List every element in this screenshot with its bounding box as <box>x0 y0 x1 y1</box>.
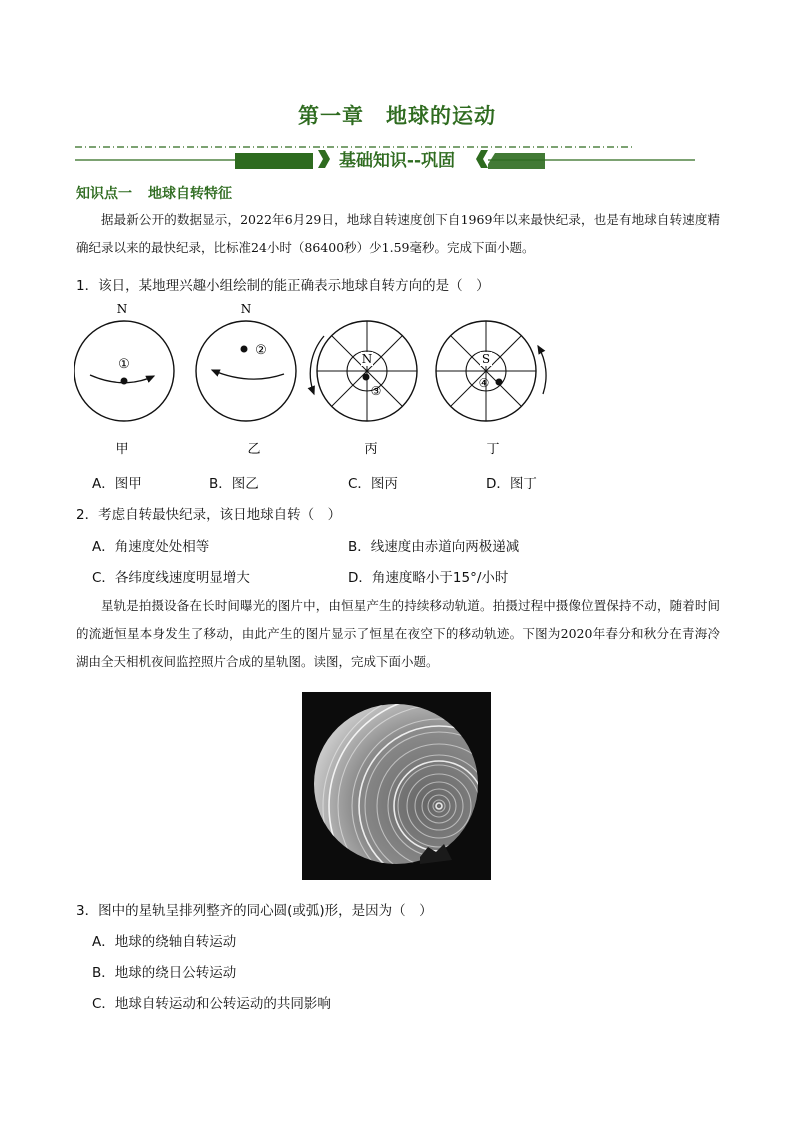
diagram-jia-pole: N <box>116 302 128 316</box>
diagram-bing <box>310 321 417 457</box>
diagram-ding-marker: ④ <box>478 376 490 390</box>
diagram-bing-pole: N <box>361 352 373 366</box>
diagram-jia-caption: 甲 <box>115 442 129 457</box>
diagram-yi-marker: ② <box>255 343 267 358</box>
knowledge-point-label: 知识点一 <box>76 186 132 202</box>
q1-option-c: C．图丙 <box>348 476 398 492</box>
section-banner: 基础知识--巩固 <box>338 151 456 171</box>
q2-option-d: D．角速度略小于15°/小时 <box>348 570 509 586</box>
q2-option-b: B．线速度由赤道向两极递减 <box>348 539 520 555</box>
diagram-ding <box>436 321 546 457</box>
diagram-jia-marker: ① <box>118 357 130 372</box>
q1-option-d: D．图丁 <box>486 476 537 492</box>
q1-option-a: A．图甲 <box>92 476 142 492</box>
diagram-yi-caption: 乙 <box>247 442 261 457</box>
star-trail-photo <box>302 692 491 880</box>
diagram-ding-caption: 丁 <box>486 442 500 457</box>
diagram-bing-marker: ③ <box>370 384 382 398</box>
q2-option-a: A．角速度处处相等 <box>92 539 210 555</box>
diagram-yi-pole: N <box>240 302 252 316</box>
diagram-yi <box>196 302 296 457</box>
question-2-stem: 2．考虑自转最快纪录，该日地球自转（ ） <box>76 507 342 523</box>
question-1-stem: 1．该日，某地理兴趣小组绘制的能正确表示地球自转方向的是（ ） <box>76 278 490 294</box>
q1-option-b: B．图乙 <box>209 476 259 492</box>
diagram-jia <box>74 302 174 457</box>
rotation-diagrams <box>74 298 554 463</box>
knowledge-point-name: 地球自转特征 <box>148 186 232 202</box>
q2-option-c: C．各纬度线速度明显增大 <box>92 570 250 586</box>
passage-2: 星轨是拍摄设备在长时间曝光的图片中，由恒星产生的持续移动轨道。拍摄过程中摄像位置保持不动，随着时间的流逝恒星本身发生了移动，由此产生的图片显示了恒星在夜空下的移动轨迹。下图为2020年春分和秋分在青海冷湖由全天相机夜间监控照片合成的星轨图。读图，完成下面小题。 <box>76 598 720 669</box>
question-3-stem: 3．图中的星轨呈排列整齐的同心圆(或弧)形，是因为（ ） <box>76 903 433 919</box>
q3-option-a: A．地球的绕轴自转运动 <box>92 934 237 950</box>
page-title: 第一章 地球的运动 <box>298 104 496 128</box>
q3-option-c: C．地球自转运动和公转运动的共同影响 <box>92 996 331 1012</box>
q3-option-b: B．地球的绕日公转运动 <box>92 965 237 981</box>
knowledge-point-heading <box>76 183 232 203</box>
diagram-bing-caption: 丙 <box>364 442 378 457</box>
passage-1: 据最新公开的数据显示，2022年6月29日，地球自转速度创下自1969年以来最快纪录，也是有地球自转速度精确纪录以来的最快纪录，比标准24小时（86400秒）少1.59毫秒。完成下面小题。 <box>76 212 720 255</box>
diagram-ding-pole: S <box>481 352 491 366</box>
